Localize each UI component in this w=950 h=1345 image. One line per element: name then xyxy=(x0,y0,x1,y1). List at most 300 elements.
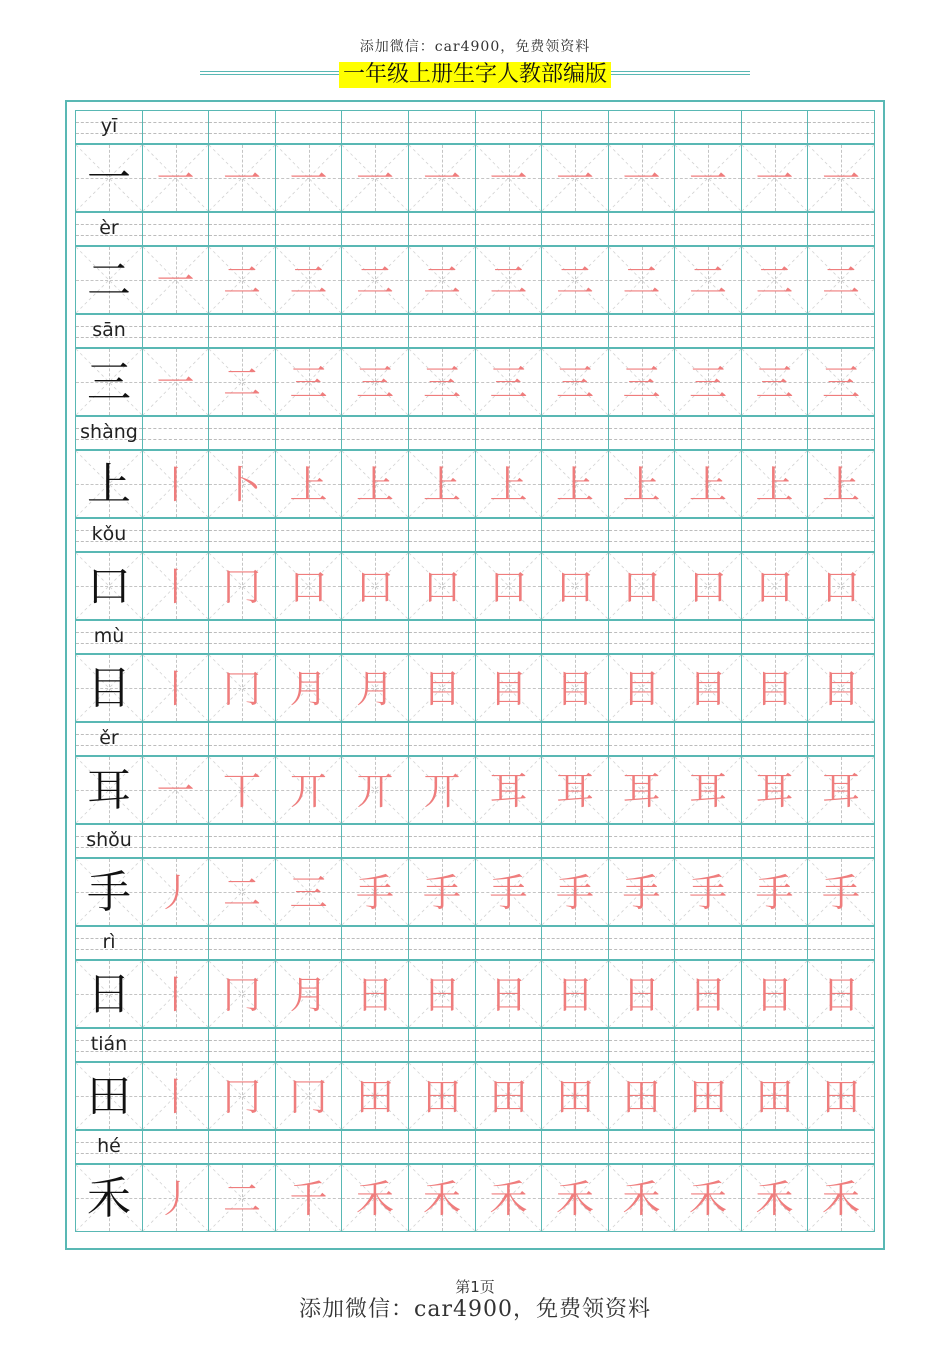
pinyin-text: yī xyxy=(100,115,118,137)
tracing-cell xyxy=(208,654,276,722)
tracing-cell xyxy=(142,348,209,416)
tracing-cell xyxy=(408,552,476,620)
pinyin-blank-cell xyxy=(741,620,808,654)
pinyin-blank-cell xyxy=(741,1130,808,1164)
tracing-cell xyxy=(341,1062,409,1130)
pinyin-blank-cell xyxy=(341,416,409,450)
pinyin-blank-cell xyxy=(608,416,675,450)
pinyin-blank-cell xyxy=(275,926,342,960)
pinyin-blank-cell xyxy=(741,518,808,552)
tracing-cell xyxy=(341,144,409,212)
pinyin-blank-cell xyxy=(408,620,476,654)
pinyin-blank-cell xyxy=(608,926,675,960)
stroke-order-character: 日 xyxy=(821,973,860,1017)
tracing-cell xyxy=(408,144,476,212)
pinyin-cell xyxy=(75,1028,143,1062)
pinyin-blank-cell xyxy=(208,110,276,144)
pinyin-row xyxy=(75,926,870,960)
tracing-cell xyxy=(741,144,808,212)
pinyin-cell xyxy=(75,416,143,450)
pinyin-blank-cell xyxy=(142,212,209,246)
pinyin-blank-cell xyxy=(142,824,209,858)
pinyin-text: èr xyxy=(99,217,119,239)
pinyin-blank-cell xyxy=(341,722,409,756)
tracing-cell xyxy=(741,960,808,1028)
tracing-cell xyxy=(208,450,276,518)
tracing-cell xyxy=(674,450,742,518)
pinyin-blank-cell xyxy=(408,1130,476,1164)
stroke-order-character: 二 xyxy=(489,259,528,303)
tracing-cell xyxy=(741,756,808,824)
stroke-order-character: 田 xyxy=(555,1075,594,1119)
tracing-cell xyxy=(807,654,875,722)
stroke-order-character: 禾 xyxy=(622,1177,661,1221)
page-title: 一年级上册生字人教部编版 xyxy=(339,62,611,88)
stroke-order-character: 目 xyxy=(755,667,794,711)
stroke-order-character: 三 xyxy=(755,361,794,405)
pinyin-cell xyxy=(75,926,143,960)
pinyin-blank-cell xyxy=(142,110,209,144)
tracing-cell xyxy=(475,960,542,1028)
pinyin-blank-cell xyxy=(275,824,342,858)
tracing-cell xyxy=(208,552,276,620)
tracing-cell xyxy=(142,246,209,314)
stroke-order-character: 一 xyxy=(755,157,794,201)
pinyin-blank-cell xyxy=(807,620,875,654)
practice-sheet xyxy=(65,100,885,1250)
character-row xyxy=(75,1062,870,1130)
pinyin-blank-cell xyxy=(608,722,675,756)
stroke-order-character: 手 xyxy=(622,871,661,915)
pinyin-blank-cell xyxy=(341,518,409,552)
tracing-cell xyxy=(275,348,342,416)
pinyin-blank-cell xyxy=(341,212,409,246)
tracing-cell xyxy=(475,246,542,314)
tracing-cell xyxy=(208,1062,276,1130)
tracing-cell xyxy=(341,756,409,824)
pinyin-blank-cell xyxy=(541,416,609,450)
pinyin-blank-cell xyxy=(541,824,609,858)
character-row xyxy=(75,450,870,518)
pinyin-blank-cell xyxy=(608,620,675,654)
tracing-cell xyxy=(408,756,476,824)
tracing-cell xyxy=(408,348,476,416)
tracing-cell xyxy=(275,246,342,314)
model-character: 口 xyxy=(87,561,131,612)
tracing-cell xyxy=(807,348,875,416)
tracing-cell xyxy=(807,858,875,926)
tracing-cell xyxy=(807,144,875,212)
pinyin-blank-cell xyxy=(541,926,609,960)
pinyin-cell xyxy=(75,824,143,858)
pinyin-text: mù xyxy=(93,625,125,647)
stroke-order-character: 田 xyxy=(622,1075,661,1119)
tracing-cell xyxy=(341,1164,409,1232)
pinyin-cell xyxy=(75,620,143,654)
pinyin-blank-cell xyxy=(142,416,209,450)
stroke-order-character: 卜 xyxy=(222,463,261,507)
stroke-order-character: 一 xyxy=(688,157,727,201)
tracing-cell xyxy=(208,756,276,824)
stroke-order-character: 二 xyxy=(222,259,261,303)
stroke-order-character: 日 xyxy=(755,973,794,1017)
stroke-order-character: 一 xyxy=(622,157,661,201)
stroke-order-character: 禾 xyxy=(821,1177,860,1221)
pinyin-row xyxy=(75,518,870,552)
stroke-order-character: 丨 xyxy=(156,463,195,507)
character-row xyxy=(75,552,870,620)
tracing-cell xyxy=(608,756,675,824)
tracing-cell xyxy=(741,552,808,620)
tracing-cell xyxy=(142,552,209,620)
pinyin-text: kǒu xyxy=(91,523,127,545)
tracing-cell xyxy=(275,858,342,926)
pinyin-blank-cell xyxy=(741,1028,808,1062)
stroke-order-character: 田 xyxy=(755,1075,794,1119)
model-character: 目 xyxy=(87,663,131,714)
stroke-order-character: 冂 xyxy=(222,565,261,609)
pinyin-blank-cell xyxy=(674,518,742,552)
pinyin-blank-cell xyxy=(341,1130,409,1164)
pinyin-blank-cell xyxy=(541,1130,609,1164)
tracing-cell xyxy=(541,450,609,518)
stroke-order-character: 一 xyxy=(156,157,195,201)
stroke-order-character: 日 xyxy=(355,973,394,1017)
stroke-order-character: 丨 xyxy=(156,973,195,1017)
top-watermark-note: 添加微信：car4900，免费领资料 xyxy=(359,39,591,55)
pinyin-blank-cell xyxy=(208,416,276,450)
pinyin-blank-cell xyxy=(807,110,875,144)
pinyin-blank-cell xyxy=(408,722,476,756)
tracing-cell xyxy=(608,960,675,1028)
title-banner xyxy=(200,62,750,88)
tracing-cell xyxy=(208,858,276,926)
stroke-order-character: 冂 xyxy=(222,973,261,1017)
pinyin-blank-cell xyxy=(741,824,808,858)
model-character-cell xyxy=(75,858,143,926)
pinyin-text: rì xyxy=(102,931,116,953)
pinyin-blank-cell xyxy=(142,314,209,348)
stroke-order-character: 口 xyxy=(688,565,727,609)
stroke-order-character: 一 xyxy=(422,157,461,201)
pinyin-blank-cell xyxy=(475,722,542,756)
tracing-cell xyxy=(475,144,542,212)
stroke-order-character: 目 xyxy=(422,667,461,711)
pinyin-blank-cell xyxy=(275,620,342,654)
pinyin-blank-cell xyxy=(475,314,542,348)
pinyin-blank-cell xyxy=(807,926,875,960)
stroke-order-character: 三 xyxy=(289,871,328,915)
pinyin-blank-cell xyxy=(208,620,276,654)
stroke-order-character: 日 xyxy=(622,973,661,1017)
stroke-order-character: 丌 xyxy=(422,769,461,813)
stroke-order-character: 三 xyxy=(821,361,860,405)
stroke-order-character: 丅 xyxy=(222,769,261,813)
tracing-cell xyxy=(807,450,875,518)
stroke-order-character: 一 xyxy=(156,361,195,405)
stroke-order-character: 禾 xyxy=(489,1177,528,1221)
stroke-order-character: 一 xyxy=(156,769,195,813)
tracing-cell xyxy=(608,1062,675,1130)
tracing-cell xyxy=(674,960,742,1028)
pinyin-blank-cell xyxy=(142,518,209,552)
tracing-cell xyxy=(475,654,542,722)
tracing-cell xyxy=(475,348,542,416)
pinyin-row xyxy=(75,722,870,756)
pinyin-blank-cell xyxy=(408,518,476,552)
model-character-cell xyxy=(75,654,143,722)
tracing-cell xyxy=(208,348,276,416)
stroke-order-character: 三 xyxy=(555,361,594,405)
pinyin-blank-cell xyxy=(208,926,276,960)
pinyin-text: shǒu xyxy=(86,829,132,851)
stroke-order-character: 上 xyxy=(355,463,394,507)
pinyin-blank-cell xyxy=(208,518,276,552)
pinyin-text: shàng xyxy=(80,421,138,443)
pinyin-blank-cell xyxy=(674,416,742,450)
model-character-cell xyxy=(75,246,143,314)
pinyin-blank-cell xyxy=(807,518,875,552)
pinyin-blank-cell xyxy=(475,1028,542,1062)
stroke-order-character: 千 xyxy=(289,1177,328,1221)
tracing-cell xyxy=(608,858,675,926)
stroke-order-character: 口 xyxy=(355,565,394,609)
stroke-order-character: 一 xyxy=(355,157,394,201)
stroke-order-character: 日 xyxy=(489,973,528,1017)
stroke-order-character: 丌 xyxy=(355,769,394,813)
tracing-cell xyxy=(741,1062,808,1130)
stroke-order-character: 月 xyxy=(355,667,394,711)
tracing-cell xyxy=(275,960,342,1028)
tracing-cell xyxy=(475,858,542,926)
pinyin-blank-cell xyxy=(408,926,476,960)
stroke-order-character: 耳 xyxy=(489,769,528,813)
page-number: 第1页 xyxy=(455,1278,495,1296)
pinyin-blank-cell xyxy=(275,1028,342,1062)
tracing-cell xyxy=(208,246,276,314)
pinyin-blank-cell xyxy=(208,1130,276,1164)
tracing-cell xyxy=(541,144,609,212)
model-character: 一 xyxy=(87,153,131,204)
model-character: 三 xyxy=(87,357,131,408)
model-character-cell xyxy=(75,552,143,620)
pinyin-blank-cell xyxy=(341,110,409,144)
model-character: 禾 xyxy=(87,1173,131,1224)
stroke-order-character: 口 xyxy=(422,565,461,609)
tracing-cell xyxy=(674,756,742,824)
stroke-order-character: 二 xyxy=(422,259,461,303)
tracing-cell xyxy=(541,858,609,926)
tracing-cell xyxy=(807,552,875,620)
stroke-order-character: 禾 xyxy=(422,1177,461,1221)
stroke-order-character: 丨 xyxy=(156,667,195,711)
tracing-cell xyxy=(408,960,476,1028)
stroke-order-character: 三 xyxy=(355,361,394,405)
tracing-cell xyxy=(541,1164,609,1232)
stroke-order-character: 二 xyxy=(755,259,794,303)
stroke-order-character: 手 xyxy=(355,871,394,915)
tracing-cell xyxy=(475,552,542,620)
tracing-cell xyxy=(807,960,875,1028)
pinyin-blank-cell xyxy=(541,518,609,552)
bottom-watermark-note: 添加微信：car4900，免费领资料 xyxy=(299,1297,651,1322)
stroke-order-character: 目 xyxy=(622,667,661,711)
pinyin-blank-cell xyxy=(741,722,808,756)
pinyin-blank-cell xyxy=(275,212,342,246)
pinyin-blank-cell xyxy=(608,314,675,348)
tracing-cell xyxy=(275,1062,342,1130)
model-character: 耳 xyxy=(87,765,131,816)
tracing-cell xyxy=(807,1062,875,1130)
tracing-cell xyxy=(408,654,476,722)
tracing-cell xyxy=(341,960,409,1028)
pinyin-row xyxy=(75,314,870,348)
model-character-cell xyxy=(75,348,143,416)
tracing-cell xyxy=(674,144,742,212)
stroke-order-character: 耳 xyxy=(688,769,727,813)
pinyin-cell xyxy=(75,110,143,144)
tracing-cell xyxy=(541,348,609,416)
tracing-cell xyxy=(674,1062,742,1130)
pinyin-blank-cell xyxy=(541,314,609,348)
pinyin-blank-cell xyxy=(608,824,675,858)
character-row xyxy=(75,246,870,314)
pinyin-blank-cell xyxy=(275,110,342,144)
stroke-order-character: 田 xyxy=(422,1075,461,1119)
pinyin-blank-cell xyxy=(275,518,342,552)
pinyin-cell xyxy=(75,518,143,552)
pinyin-blank-cell xyxy=(674,110,742,144)
pinyin-blank-cell xyxy=(541,212,609,246)
pinyin-blank-cell xyxy=(608,518,675,552)
stroke-order-character: 丌 xyxy=(289,769,328,813)
stroke-order-character: 三 xyxy=(422,361,461,405)
tracing-cell xyxy=(142,1164,209,1232)
stroke-order-character: 一 xyxy=(156,259,195,303)
pinyin-blank-cell xyxy=(674,314,742,348)
character-row xyxy=(75,144,870,212)
stroke-order-character: 耳 xyxy=(821,769,860,813)
tracing-cell xyxy=(674,858,742,926)
stroke-order-character: 上 xyxy=(289,463,328,507)
stroke-order-character: 二 xyxy=(622,259,661,303)
pinyin-row xyxy=(75,620,870,654)
pinyin-cell xyxy=(75,722,143,756)
pinyin-blank-cell xyxy=(674,212,742,246)
tracing-cell xyxy=(142,450,209,518)
pinyin-blank-cell xyxy=(674,1130,742,1164)
pinyin-blank-cell xyxy=(741,212,808,246)
pinyin-text: sān xyxy=(92,319,126,341)
pinyin-blank-cell xyxy=(208,314,276,348)
tracing-cell xyxy=(608,348,675,416)
stroke-order-character: 日 xyxy=(555,973,594,1017)
tracing-cell xyxy=(807,1164,875,1232)
tracing-cell xyxy=(275,756,342,824)
tracing-cell xyxy=(475,756,542,824)
pinyin-cell xyxy=(75,212,143,246)
stroke-order-character: 上 xyxy=(755,463,794,507)
pinyin-blank-cell xyxy=(674,926,742,960)
tracing-cell xyxy=(741,450,808,518)
stroke-order-character: 丨 xyxy=(156,1075,195,1119)
model-character: 手 xyxy=(87,867,131,918)
tracing-cell xyxy=(608,1164,675,1232)
pinyin-blank-cell xyxy=(807,1130,875,1164)
tracing-cell xyxy=(741,654,808,722)
stroke-order-character: 上 xyxy=(422,463,461,507)
pinyin-blank-cell xyxy=(608,1028,675,1062)
pinyin-blank-cell xyxy=(475,1130,542,1164)
pinyin-row xyxy=(75,110,870,144)
stroke-order-character: 手 xyxy=(821,871,860,915)
stroke-order-character: 丿 xyxy=(156,871,195,915)
stroke-order-character: 一 xyxy=(489,157,528,201)
pinyin-blank-cell xyxy=(541,620,609,654)
stroke-order-character: 手 xyxy=(688,871,727,915)
pinyin-blank-cell xyxy=(608,1130,675,1164)
stroke-order-character: 目 xyxy=(489,667,528,711)
pinyin-blank-cell xyxy=(408,212,476,246)
stroke-order-character: 田 xyxy=(355,1075,394,1119)
stroke-order-character: 日 xyxy=(688,973,727,1017)
stroke-order-character: 禾 xyxy=(555,1177,594,1221)
tracing-cell xyxy=(408,1164,476,1232)
pinyin-blank-cell xyxy=(208,824,276,858)
model-character-cell xyxy=(75,960,143,1028)
stroke-order-character: 二 xyxy=(222,871,261,915)
pinyin-blank-cell xyxy=(741,926,808,960)
stroke-order-character: 一 xyxy=(222,157,261,201)
tracing-cell xyxy=(142,144,209,212)
tracing-cell xyxy=(741,246,808,314)
stroke-order-character: 三 xyxy=(489,361,528,405)
tracing-cell xyxy=(341,246,409,314)
pinyin-blank-cell xyxy=(674,824,742,858)
pinyin-blank-cell xyxy=(142,1028,209,1062)
model-character: 日 xyxy=(87,969,131,1020)
stroke-order-character: 目 xyxy=(688,667,727,711)
stroke-order-character: 禾 xyxy=(755,1177,794,1221)
tracing-cell xyxy=(142,960,209,1028)
tracing-cell xyxy=(674,552,742,620)
tracing-cell xyxy=(475,450,542,518)
stroke-order-character: 三 xyxy=(688,361,727,405)
stroke-order-character: 二 xyxy=(555,259,594,303)
stroke-order-character: 丨 xyxy=(156,565,195,609)
stroke-order-character: 田 xyxy=(821,1075,860,1119)
stroke-order-character: 手 xyxy=(422,871,461,915)
stroke-order-character: 冂 xyxy=(222,667,261,711)
pinyin-blank-cell xyxy=(341,314,409,348)
stroke-order-character: 口 xyxy=(622,565,661,609)
pinyin-blank-cell xyxy=(142,722,209,756)
tracing-cell xyxy=(275,144,342,212)
pinyin-blank-cell xyxy=(475,518,542,552)
model-character: 二 xyxy=(87,255,131,306)
tracing-cell xyxy=(541,1062,609,1130)
tracing-cell xyxy=(541,756,609,824)
pinyin-blank-cell xyxy=(208,1028,276,1062)
stroke-order-character: 一 xyxy=(289,157,328,201)
stroke-order-character: 田 xyxy=(688,1075,727,1119)
pinyin-blank-cell xyxy=(608,212,675,246)
tracing-cell xyxy=(475,1062,542,1130)
pinyin-row xyxy=(75,416,870,450)
tracing-cell xyxy=(608,246,675,314)
tracing-cell xyxy=(741,858,808,926)
stroke-order-character: 一 xyxy=(821,157,860,201)
